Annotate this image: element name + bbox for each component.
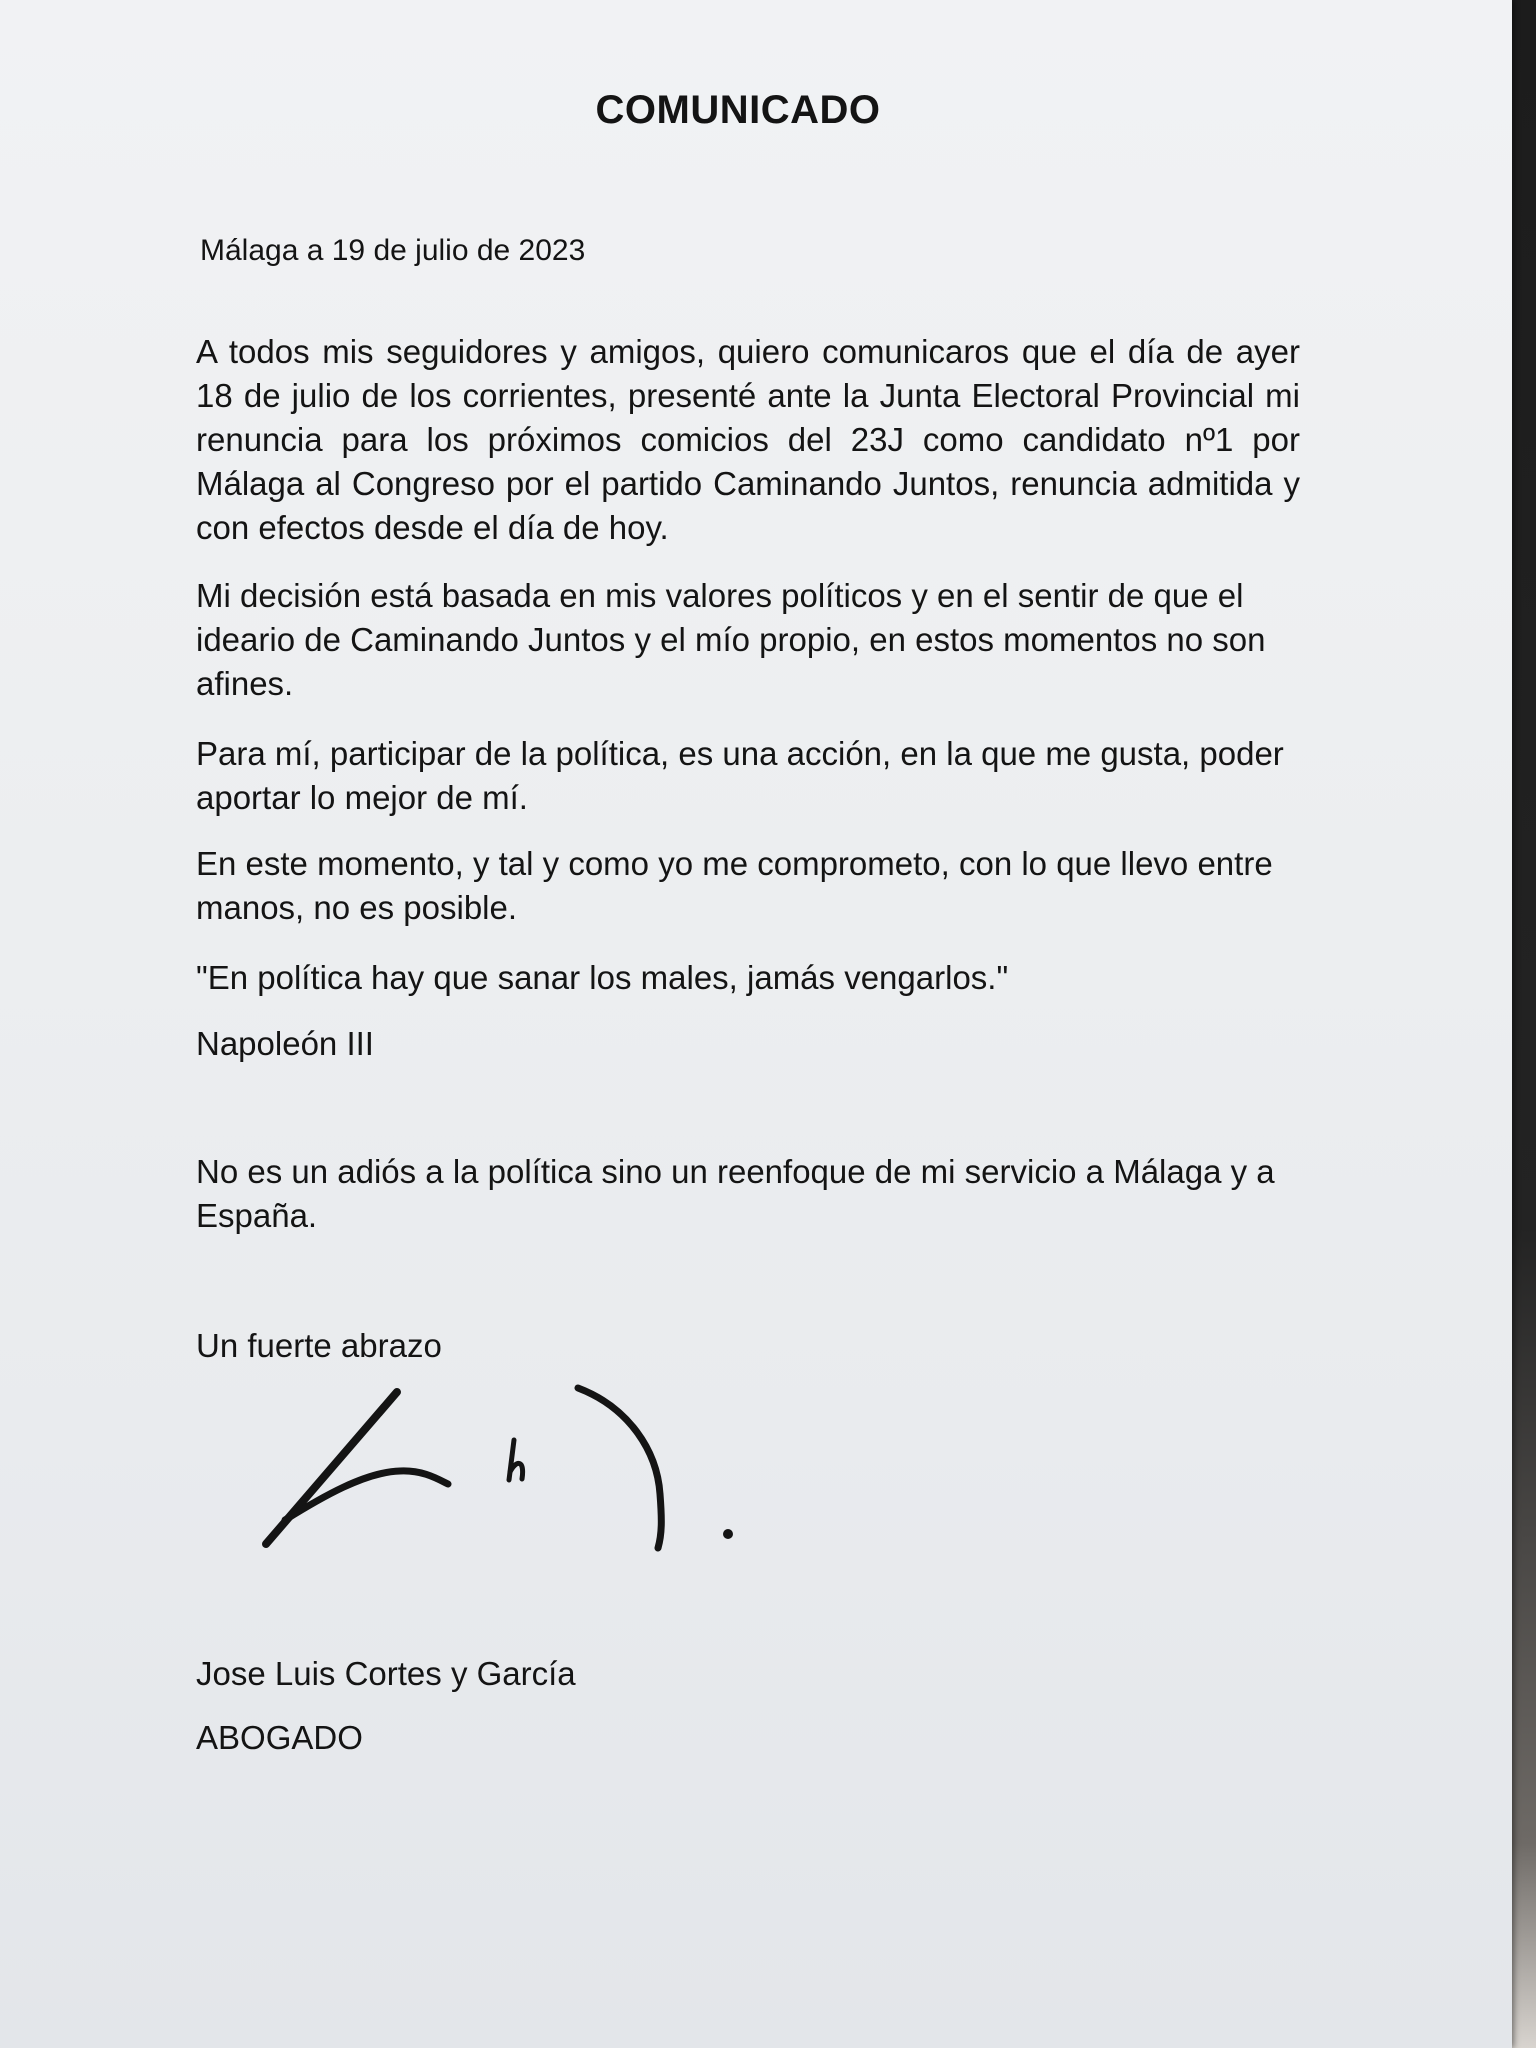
paragraph-participation: Para mí, participar de la política, es una acción, en la que me gusta, poder aportar lo mejor de mí.	[196, 735, 1284, 816]
quote-text: "En política hay que sanar los males, jamás vengarlos."	[196, 959, 1009, 996]
paragraph-farewell: No es un adiós a la política sino un reenfoque de mi servicio a Málaga y a España.	[196, 1153, 1275, 1234]
paragraph-decision: Mi decisión está basada en mis valores políticos y en el sentir de que el ideario de Caminando Juntos y el mío propio, en estos momentos no son afines.	[196, 577, 1266, 702]
paragraph-announcement: A todos mis seguidores y amigos, quiero comunicaros que el día de ayer 18 de julio de los corrientes, presenté ante la Junta Electoral Provincial mi renuncia para los próximos comicios del 23J como candidato nº1 por Málaga al Congreso por el partido Caminando Juntos, renuncia admitida y con efectos desde el día de hoy.	[196, 333, 1300, 546]
quote-author: Napoleón III	[196, 1025, 374, 1062]
document-title: COMUNICADO	[595, 88, 881, 132]
handwritten-signature	[250, 1372, 770, 1562]
signer-title: ABOGADO	[196, 1719, 363, 1756]
paragraph-current-moment: En este momento, y tal y como yo me comprometo, con lo que llevo entre manos, no es posible.	[196, 845, 1273, 926]
signer-name: Jose Luis Cortes y García	[196, 1655, 576, 1692]
date-line: Málaga a 19 de julio de 2023	[200, 234, 586, 267]
closing-line: Un fuerte abrazo	[196, 1327, 442, 1364]
